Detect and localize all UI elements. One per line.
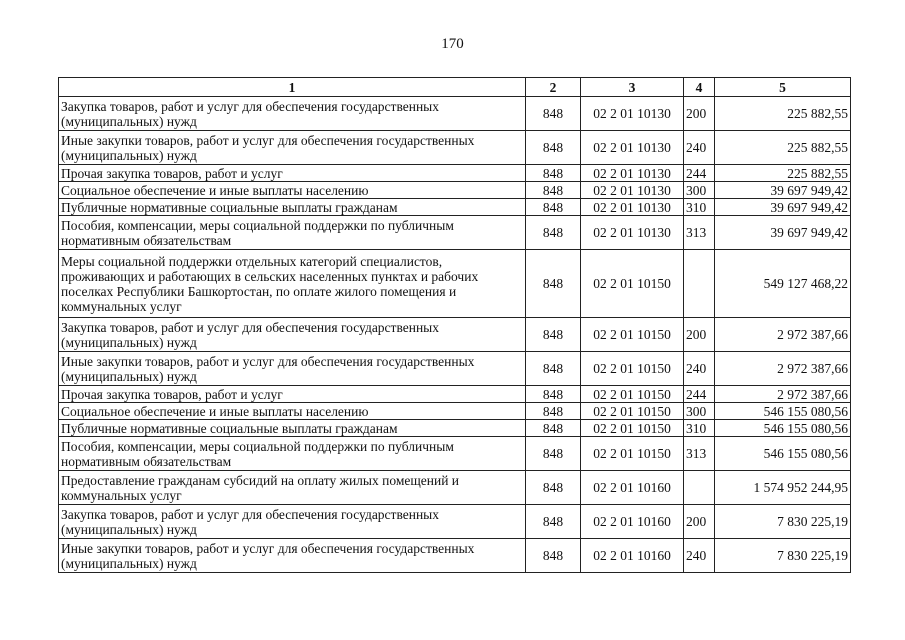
row-col5-cell: 2 972 387,66 <box>715 318 851 352</box>
row-col4-cell: 313 <box>684 216 715 250</box>
row-col4-cell: 200 <box>684 97 715 131</box>
row-col3-cell: 02 2 01 10150 <box>581 250 684 318</box>
row-col2-cell: 848 <box>526 437 581 471</box>
row-col5-cell: 2 972 387,66 <box>715 352 851 386</box>
row-name-cell: Социальное обеспечение и иные выплаты населению <box>59 182 526 199</box>
row-col3-cell: 02 2 01 10150 <box>581 403 684 420</box>
row-col4-cell: 240 <box>684 131 715 165</box>
row-col2-cell: 848 <box>526 97 581 131</box>
row-col5-cell: 39 697 949,42 <box>715 182 851 199</box>
table-row <box>59 250 851 318</box>
table-header-row <box>59 78 851 97</box>
table-row <box>59 165 851 182</box>
row-col2-cell: 848 <box>526 250 581 318</box>
row-col5-cell: 225 882,55 <box>715 97 851 131</box>
row-name-cell: Иные закупки товаров, работ и услуг для обеспечения государственных (муниципальных) нужд <box>59 352 526 386</box>
table-row <box>59 199 851 216</box>
row-col3-cell: 02 2 01 10150 <box>581 420 684 437</box>
row-col5-cell: 546 155 080,56 <box>715 403 851 420</box>
row-name-cell: Публичные нормативные социальные выплаты гражданам <box>59 420 526 437</box>
row-col2-cell: 848 <box>526 386 581 403</box>
row-col2-cell: 848 <box>526 505 581 539</box>
header-col-3: 3 <box>581 78 684 97</box>
row-col5-cell: 546 155 080,56 <box>715 420 851 437</box>
row-name-cell: Публичные нормативные социальные выплаты гражданам <box>59 199 526 216</box>
row-col5-cell: 7 830 225,19 <box>715 505 851 539</box>
row-col2-cell: 848 <box>526 318 581 352</box>
row-col4-cell: 313 <box>684 437 715 471</box>
row-col3-cell: 02 2 01 10160 <box>581 539 684 573</box>
header-col-5: 5 <box>715 78 851 97</box>
row-col2-cell: 848 <box>526 471 581 505</box>
row-col5-cell: 1 574 952 244,95 <box>715 471 851 505</box>
row-col3-cell: 02 2 01 10130 <box>581 216 684 250</box>
row-col2-cell: 848 <box>526 165 581 182</box>
table-row <box>59 131 851 165</box>
row-name-cell: Пособия, компенсации, меры социальной поддержки по публичным нормативным обязательствам <box>59 216 526 250</box>
row-col3-cell: 02 2 01 10150 <box>581 352 684 386</box>
row-col4-cell: 244 <box>684 165 715 182</box>
row-col3-cell: 02 2 01 10150 <box>581 386 684 403</box>
budget-table <box>58 77 851 573</box>
table-body <box>59 97 851 573</box>
header-col-2: 2 <box>526 78 581 97</box>
header-col-4: 4 <box>684 78 715 97</box>
row-col2-cell: 848 <box>526 182 581 199</box>
table-row <box>59 386 851 403</box>
row-col4-cell: 300 <box>684 182 715 199</box>
row-col2-cell: 848 <box>526 352 581 386</box>
row-col4-cell: 240 <box>684 539 715 573</box>
table-row <box>59 403 851 420</box>
row-col3-cell: 02 2 01 10160 <box>581 471 684 505</box>
row-name-cell: Иные закупки товаров, работ и услуг для обеспечения государственных (муниципальных) нужд <box>59 131 526 165</box>
table-row <box>59 420 851 437</box>
row-col5-cell: 225 882,55 <box>715 131 851 165</box>
row-col3-cell: 02 2 01 10130 <box>581 182 684 199</box>
row-col4-cell: 310 <box>684 420 715 437</box>
table-row <box>59 437 851 471</box>
row-name-cell: Предоставление гражданам субсидий на оплату жилых помещений и коммунальных услуг <box>59 471 526 505</box>
table-row <box>59 505 851 539</box>
row-col3-cell: 02 2 01 10130 <box>581 199 684 216</box>
table-row <box>59 539 851 573</box>
row-col4-cell: 300 <box>684 403 715 420</box>
table-row <box>59 471 851 505</box>
row-col2-cell: 848 <box>526 131 581 165</box>
table-row <box>59 216 851 250</box>
row-name-cell: Иные закупки товаров, работ и услуг для обеспечения государственных (муниципальных) нужд <box>59 539 526 573</box>
row-col3-cell: 02 2 01 10130 <box>581 131 684 165</box>
row-col5-cell: 549 127 468,22 <box>715 250 851 318</box>
row-col2-cell: 848 <box>526 539 581 573</box>
row-col4-cell: 240 <box>684 352 715 386</box>
row-name-cell: Прочая закупка товаров, работ и услуг <box>59 165 526 182</box>
row-col4-cell <box>684 250 715 318</box>
table-row <box>59 352 851 386</box>
row-col5-cell: 2 972 387,66 <box>715 386 851 403</box>
row-name-cell: Закупка товаров, работ и услуг для обеспечения государственных (муниципальных) нужд <box>59 318 526 352</box>
row-name-cell: Меры социальной поддержки отдельных категорий специалистов, проживающих и работающих в сельских населенных пунктах и рабочих поселках Республики Башкортостан, по оплате жилого помещения и коммунальных услуг <box>59 250 526 318</box>
row-col3-cell: 02 2 01 10130 <box>581 165 684 182</box>
row-col3-cell: 02 2 01 10150 <box>581 318 684 352</box>
row-col3-cell: 02 2 01 10130 <box>581 97 684 131</box>
row-col4-cell: 244 <box>684 386 715 403</box>
row-name-cell: Закупка товаров, работ и услуг для обеспечения государственных (муниципальных) нужд <box>59 505 526 539</box>
table-row <box>59 182 851 199</box>
row-col5-cell: 39 697 949,42 <box>715 199 851 216</box>
row-col5-cell: 546 155 080,56 <box>715 437 851 471</box>
row-name-cell: Пособия, компенсации, меры социальной поддержки по публичным нормативным обязательствам <box>59 437 526 471</box>
row-col4-cell <box>684 471 715 505</box>
table-row <box>59 97 851 131</box>
row-name-cell: Закупка товаров, работ и услуг для обеспечения государственных (муниципальных) нужд <box>59 97 526 131</box>
row-col2-cell: 848 <box>526 216 581 250</box>
page-number: 170 <box>441 36 464 52</box>
row-name-cell: Прочая закупка товаров, работ и услуг <box>59 386 526 403</box>
row-col2-cell: 848 <box>526 199 581 216</box>
row-col3-cell: 02 2 01 10150 <box>581 437 684 471</box>
header-col-1: 1 <box>59 78 526 97</box>
row-col2-cell: 848 <box>526 403 581 420</box>
row-col4-cell: 310 <box>684 199 715 216</box>
row-col4-cell: 200 <box>684 318 715 352</box>
row-col3-cell: 02 2 01 10160 <box>581 505 684 539</box>
row-col5-cell: 225 882,55 <box>715 165 851 182</box>
table-row <box>59 318 851 352</box>
row-name-cell: Социальное обеспечение и иные выплаты населению <box>59 403 526 420</box>
row-col5-cell: 39 697 949,42 <box>715 216 851 250</box>
row-col4-cell: 200 <box>684 505 715 539</box>
row-col2-cell: 848 <box>526 420 581 437</box>
row-col5-cell: 7 830 225,19 <box>715 539 851 573</box>
